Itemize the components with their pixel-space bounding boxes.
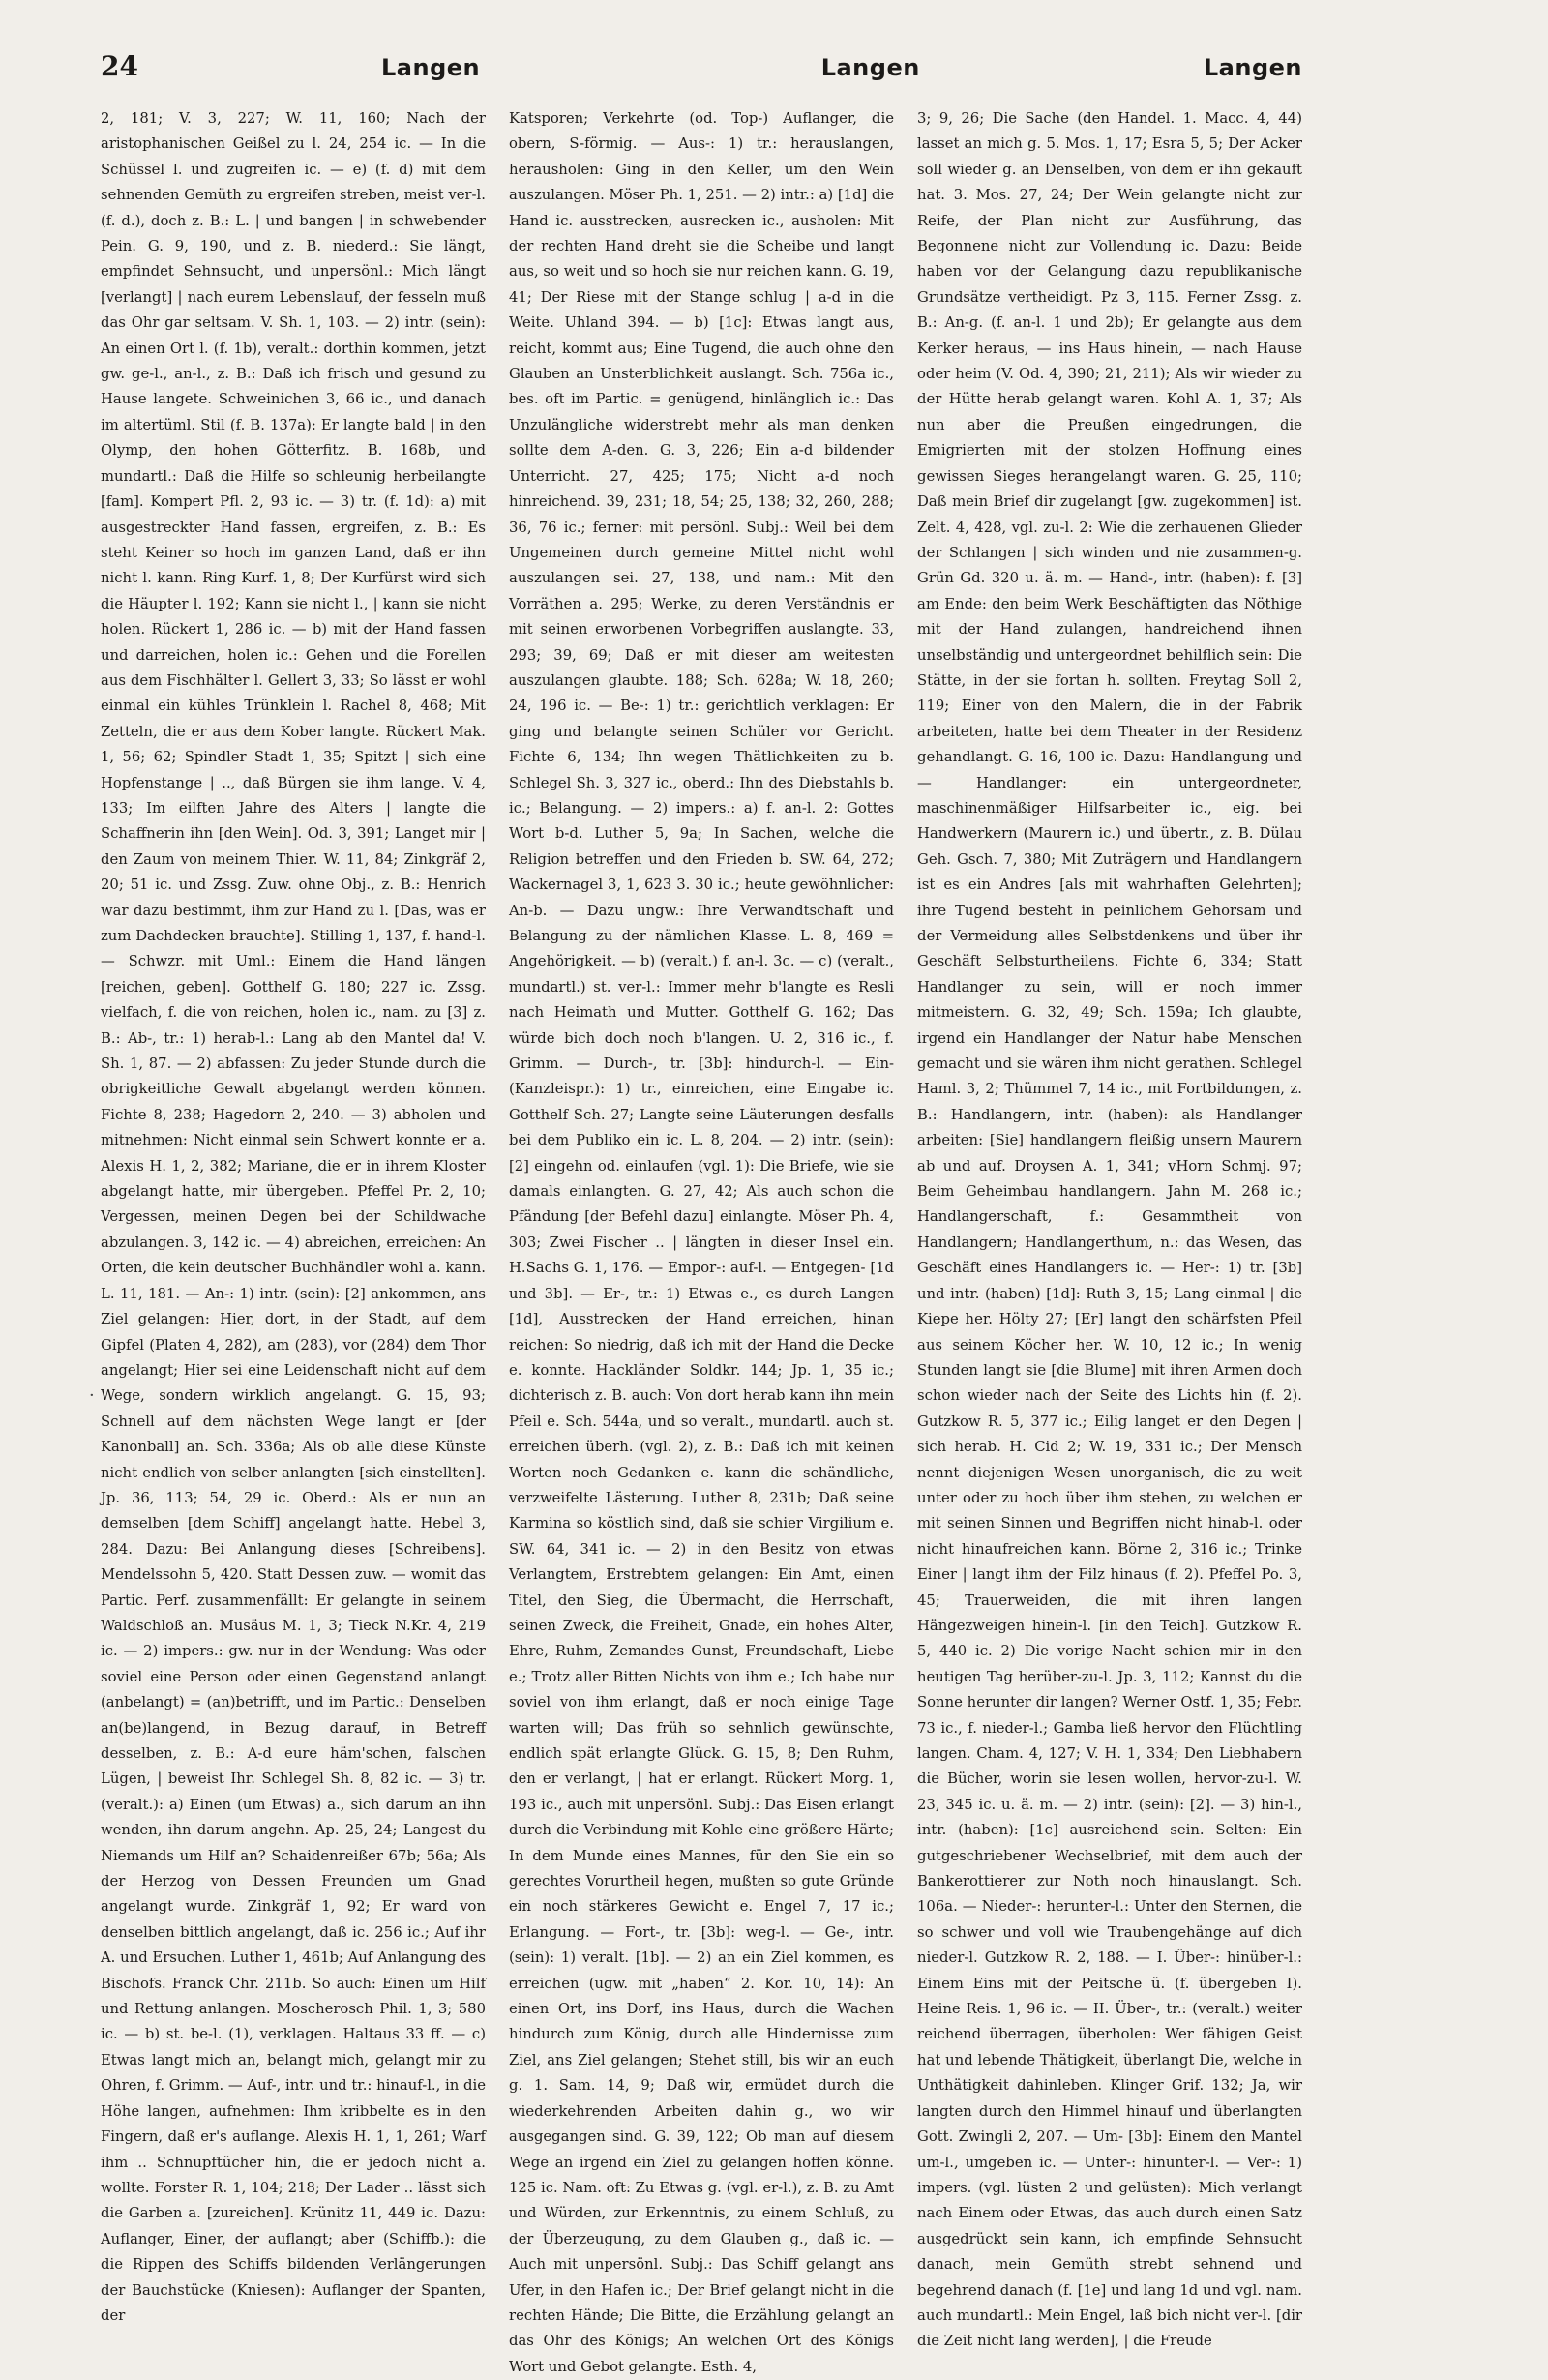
column-right-text: 3; 9, 26; Die Sache (den Handel. 1. Macc. 4, 44) lasset an mich g. 5. Mos. 1, 17; Esra 5, 5; Der Acker soll wieder g. an Denselben, von dem er ihn gekauft hat. 3. Mos. 27, 24; Der Wein gelangte nicht zur Reife, der Plan nicht zur Ausführung, das Begonnene nicht zur Vollendung ic. Dazu: Beide haben vor der Gelangung dazu republikanische Grundsätze vertheidigt. Pz 3, 115. Ferner Zssg. z. B.: An-g. (f. an-l. 1 und 2b); Er gelangte aus dem Kerker heraus, — ins Haus hinein, — nach Hause oder heim (V. Od. 4, 390; 21, 211); Als wir wieder zu der Hütte herab gelangt waren. Kohl A. 1, 37; Als nun aber die Preußen eingedrungen, die Emigrierten mit der stolzen Hoffnung eines gewissen Sieges herangelangt waren. G. 25, 110; Daß mein Brief dir zugelangt [gw. zugekommen] ist. Zelt. 4, 428, vgl. zu-l. 2: Wie die zerhauenen Glieder der Schlangen | sich winden und nie zusammen-g. Grün Gd. 320 u. ä. m. — Hand-, intr. (haben): f. [3] am Ende: den beim Werk Beschäftigten das Nöthige mit der Hand zulangen, handreichend ihnen unselbständig und untergeordnet behilflich sein: Die Stätte, in der sie fortan h. sollten. Freytag Soll 2, 119; Einer von den Malern, die in der Fabrik arbeiteten, hatte bei dem Theater in der Residenz gehandlangt. G. 16, 100 ic. Dazu: Handlangung und — Handlanger: ein untergeordneter, maschinenmäßiger Hilfsarbeiter ic., eig. bei Handwerkern (Maurern ic.) und übertr., z. B. Dülau Geh. Gsch. 7, 380; Mit Zuträgern und Handlangern ist es ein Andres [als mit wahrhaften Gelehrten]; ihre Tugend besteht in peinlichem Gehorsam und der Vermeidung alles Selbstdenkens und über ihr Geschäft Selbsturtheilens. Fichte 6, 334; Statt Handlanger zu sein, will er noch immer mitmeistern. G. 32, 49; Sch. 159a; Ich glaubte, irgend ein Handlanger der Natur habe Menschen gemacht und sie wären ihm nicht gerathen. Schlegel Haml. 3, 2; Thümmel 7, 14 ic., mit Fortbildungen, z. B.: Handlangern, intr. (haben): als Handlanger arbeiten: [Sie] handlangern fleißig unsern Maurern ab und auf. Droysen A. 1, 341; vHorn Schmj. 97; Beim Geheimbau handlangern. Jahn M. 268 ic.; Handlangerschaft, f.: Gesammtheit von Handlangern; Handlangerthum, n.: das Wesen, das Geschäft eines Handlangers ic. — Her-: 1) tr. [3b] und intr. (haben) [1d]: Ruth 3, 15; Lang einmal | die Kiepe her. Hölty 27; [Er] langt den schärfsten Pfeil aus seinem Köcher her. W. 10, 12 ic.; In wenig Stunden langt sie [die Blume] mit ihren Armen doch schon wieder nach der Seite des Lichts hin (f. 2). Gutzkow R. 5, 377 ic.; Eilig langet er den Degen | sich herab. H. Cid 2; W. 19, 331 ic.; Der Mensch nennt diejenigen Wesen unorganisch, die zu weit unter oder zu hoch über ihm stehen, zu welchen er mit seinen Sinnen und Begriffen nicht hinab-l. oder nicht hinaufreichen kann. Börne 2, 316 ic.; Trinke Einer | langt ihm der Filz hinaus (f. 2). Pfeffel Po. 3, 45; Trauerweiden, die mit ihren langen Hängezweigen hinein-l. [in den Teich]. Gutzkow R. 5, 440 ic. 2) Die vorige Nacht schien mir in den heutigen Tag herüber-zu-l. Jp. 3, 112; Kannst du die Sonne herunter dir langen? Werner Ostf. 1, 35; Febr. 73 ic., f. nieder-l.; Gamba ließ hervor den Flüchtling langen. Cham. 4, 127; V. H. 1, 334; Den Liebhabern die Bücher, worin sie lesen wollen, hervor-zu-l. W. 23, 345 ic. u. ä. m. — 2) intr. (sein): [2]. — 3) hin-l., intr. (haben): [1c] ausreichend sein. Selten: Ein gutgeschriebener Wechselbrief, mit dem auch der Bankerottierer zur Noth noch hinauslangt. Sch. 106a. — Nieder-: herunter-l.: Unter den Sternen, die so schwer und voll wie Traubengehänge auf dich nieder-l. Gutzkow R. 2, 188. — I. Über-: hinüber-l.: Einem Eins mit der Peitsche ü. (f. übergeben I). Heine Reis. 1, 96 ic. — II. Über-, tr.: (veralt.) weiter reichend überragen, überholen: Wer fähigen Geist hat und lebende Thätigkeit, überlangt Die, welche in Unthätigkeit dahinleben. Klinger Grif. 132; Ja, wir langten durch den Himmel hinauf und überlangten Gott. Zwingli 2, 207. — Um- [3b]: Einem den Mantel um-l., umgeben ic. — Unter-: hinunter-l. — Ver-: 1) impers. (vgl. lüsten 2 und gelüsten): Mich verlangt nach Einem oder Etwas, das auch durch einen Satz ausgedrückt sein kann, ich empfinde Sehnsucht danach, mein Gemüth strebt sehnend und begehrend danach (f. [1e] und lang 1d und vgl. nam. auch mundartl.: Mein Engel, laß bich nicht ver-l. [dir die Zeit nicht lang werden], | die Freude	[917, 110, 1302, 2350]
page-header	[101, 50, 1302, 93]
margin-dot-mark: ·	[89, 1385, 95, 1406]
column-right	[917, 106, 1302, 2350]
column-left	[101, 106, 487, 2324]
column-middle	[509, 106, 894, 2375]
running-headword-center: Langen	[820, 54, 920, 81]
running-headword-right: Langen	[1203, 54, 1302, 81]
column-middle-text: Katsporen; Verkehrte (od. Top-) Auflanger, die obern, S-förmig. — Aus-: 1) tr.: herauslangen, herausholen: Ging in den Keller, um den Wein auszulangen. Möser Ph. 1, 251. — 2) intr.: a) [1d] die Hand ic. ausstrecken, ausrecken ic., ausholen: Mit der rechten Hand dreht sie die Scheibe und langt aus, so weit und so hoch sie nur reichen kann. G. 19, 41; Der Riese mit der Stange schlug | a-d in die Weite. Uhland 394. — b) [1c]: Etwas langt aus, reicht, kommt aus; Eine Tugend, die auch ohne den Glauben an Unsterblichkeit auslangt. Sch. 756a ic., bes. oft im Partic. = genügend, hinlänglich ic.: Das Unzulängliche widerstrebt mehr als man denken sollte dem A-den. G. 3, 226; Ein a-d bildender Unterricht. 27, 425; 175; Nicht a-d noch hinreichend. 39, 231; 18, 54; 25, 138; 32, 260, 288; 36, 76 ic.; ferner: mit persönl. Subj.: Weil bei dem Ungemeinen durch gemeine Mittel nicht wohl auszulangen sei. 27, 138, und nam.: Mit den Vorräthen a. 295; Werke, zu deren Verständnis er mit seinen erworbenen Vorbegriffen auslangte. 33, 293; 39, 69; Daß er mit dieser am weitesten auszulangen glaubte. 188; Sch. 628a; W. 18, 260; 24, 196 ic. — Be-: 1) tr.: gerichtlich verklagen: Er ging und belangte seinen Schüler vor Gericht. Fichte 6, 134; Ihn wegen Thätlichkeiten zu b. Schlegel Sh. 3, 327 ic., oberd.: Ihn des Diebstahls b. ic.; Belangung. — 2) impers.: a) f. an-l. 2: Gottes Wort b-d. Luther 5, 9a; In Sachen, welche die Religion betreffen und den Frieden b. SW. 64, 272; Wackernagel 3, 1, 623 3. 30 ic.; heute gewöhnlicher: An-b. — Dazu ungw.: Ihre Verwandtschaft und Belangung zu der nämlichen Klasse. L. 8, 469 = Angehörigkeit. — b) (veralt.) f. an-l. 3c. — c) (veralt., mundartl.) st. ver-l.: Immer mehr b'langte es Resli nach Heimath und Mutter. Gotthelf G. 162; Das würde bich doch noch b'langen. U. 2, 316 ic., f. Grimm. — Durch-, tr. [3b]: hindurch-l. — Ein- (Kanzleispr.): 1) tr., einreichen, eine Eingabe ic. Gotthelf Sch. 27; Langte seine Läuterungen desfalls bei dem Publiko ein ic. L. 8, 204. — 2) intr. (sein): [2] eingehn od. einlaufen (vgl. 1): Die Briefe, wie sie damals einlangten. G. 27, 42; Als auch schon die Pfändung [der Befehl dazu] einlangte. Möser Ph. 4, 303; Zwei Fischer .. | längten in dieser Insel ein. H.Sachs G. 1, 176. — Empor-: auf-l. — Entgegen- [1d und 3b]. — Er-, tr.: 1) Etwas e., es durch Langen [1d], Ausstrecken der Hand erreichen, hinan reichen: So niedrig, daß ich mit der Hand die Decke e. konnte. Hackländer Soldkr. 144; Jp. 1, 35 ic.; dichterisch z. B. auch: Von dort herab kann ihn mein Pfeil e. Sch. 544a, und so veralt., mundartl. auch st. erreichen überh. (vgl. 2), z. B.: Daß ich mit keinen Worten noch Gedanken e. kann die schändliche, verzweifelte Lästerung. Luther 8, 231b; Daß seine Karmina so köstlich sind, daß sie schier Virgilium e. SW. 64, 341 ic. — 2) in den Besitz von etwas Verlangtem, Erstrebtem gelangen: Ein Amt, einen Titel, den Sieg, die Übermacht, die Herrschaft, seinen Zweck, die Freiheit, Gnade, ein hohes Alter, Ehre, Ruhm, Zemandes Gunst, Freundschaft, Liebe e.; Trotz aller Bitten Nichts von ihm e.; Ich habe nur soviel von ihm erlangt, daß er noch einige Tage warten will; Das früh so sehnlich gewünschte, endlich spät erlangte Glück. G. 15, 8; Den Ruhm, den er verlangt, | hat er erlangt. Rückert Morg. 1, 193 ic., auch mit unpersönl. Subj.: Das Eisen erlangt durch die Verbindung mit Kohle eine größere Härte; In dem Munde eines Mannes, für den Sie ein so gerechtes Vorurtheil hegen, mußten so gute Gründe ein noch stärkeres Gewicht e. Engel 7, 17 ic.; Erlangung. — Fort-, tr. [3b]: weg-l. — Ge-, intr. (sein): 1) veralt. [1b]. — 2) an ein Ziel kommen, es erreichen (ugw. mit „haben“ 2. Kor. 10, 14): An einen Ort, ins Dorf, ins Haus, durch die Wachen hindurch zum König, durch alle Hindernisse zum Ziel, ans Ziel gelangen; Stehet still, bis wir an euch g. 1. Sam. 14, 9; Daß wir, ermüdet durch die wiederkehrenden Arbeiten dahin g., wo wir ausgegangen sind. G. 39, 122; Ob man auf diesem Wege an irgend ein Ziel zu gelangen hoffen könne. 125 ic. Nam. oft: Zu Etwas g. (vgl. er-l.), z. B. zu Amt und Würden, zur Erkenntnis, zu einem Schluß, zu der Überzeugung, zu dem Glauben g., daß ic. — Auch mit unpersönl. Subj.: Das Schiff gelangt ans Ufer, in den Hafen ic.; Der Brief gelangt nicht in die rechten Hände; Die Bitte, die Erzählung gelangt an das Ohr des Königs; An welchen Ort des Königs Wort und Gebot gelangte. Esth. 4,	[509, 110, 894, 2375]
text-columns	[101, 106, 1302, 2375]
running-headword-left: Langen	[381, 54, 481, 81]
page-number: 24	[101, 50, 138, 82]
column-left-text: 2, 181; V. 3, 227; W. 11, 160; Nach der aristophanischen Geißel zu l. 24, 254 ic. — In die Schüssel l. und zugreifen ic. — e) (f. d) mit dem sehnenden Gemüth zu ergreifen streben, meist ver-l. (f. d.), doch z. B.: L. | und bangen | in schwebender Pein. G. 9, 190, und z. B. niederd.: Sie längt, empfindet Sehnsucht, und unpersönl.: Mich längt [verlangt] | nach eurem Lebenslauf, der fesseln muß das Ohr gar seltsam. V. Sh. 1, 103. — 2) intr. (sein): An einen Ort l. (f. 1b), veralt.: dorthin kommen, jetzt gw. ge-l., an-l., z. B.: Daß ich frisch und gesund zu Hause langete. Schweinichen 3, 66 ic., und danach im altertüml. Stil (f. B. 137a): Er langte bald | in den Olymp, den hohen Götterfitz. B. 168b, und mundartl.: Daß die Hilfe so schleunig herbeilangte [fam]. Kompert Pfl. 2, 93 ic. — 3) tr. (f. 1d): a) mit ausgestreckter Hand fassen, ergreifen, z. B.: Es steht Keiner so hoch im ganzen Land, daß er ihn nicht l. kann. Ring Kurf. 1, 8; Der Kurfürst wird sich die Häupter l. 192; Kann sie nicht l., | kann sie nicht holen. Rückert 1, 286 ic. — b) mit der Hand fassen und darreichen, holen ic.: Gehen und die Forellen aus dem Fischhälter l. Gellert 3, 33; So lässt er wohl einmal ein kühles Trünklein l. Rachel 8, 468; Mit Zetteln, die er aus dem Kober langte. Rückert Mak. 1, 56; 62; Spindler Stadt 1, 35; Spitzt | sich eine Hopfenstange | .., daß Bürgen sie ihm lange. V. 4, 133; Im eilften Jahre des Alters | langte die Schaffnerin ihn [den Wein]. Od. 3, 391; Langet mir | den Zaum von meinem Thier. W. 11, 84; Zinkgräf 2, 20; 51 ic. und Zssg. Zuw. ohne Obj., z. B.: Henrich war dazu bestimmt, ihm zur Hand zu l. [Das, was er zum Dachdecken brauchte]. Stilling 1, 137, f. hand-l. — Schwzr. mit Uml.: Einem die Hand längen [reichen, geben]. Gotthelf G. 180; 227 ic. Zssg. vielfach, f. die von reichen, holen ic., nam. zu [3] z. B.: Ab-, tr.: 1) herab-l.: Lang ab den Mantel da! V. Sh. 1, 87. — 2) abfassen: Zu jeder Stunde durch die obrigkeitliche Gewalt abgelangt werden können. Fichte 8, 238; Hagedorn 2, 240. — 3) abholen und mitnehmen: Nicht einmal sein Schwert konnte er a. Alexis H. 1, 2, 382; Mariane, die er in ihrem Kloster abgelangt hatte, mir übergeben. Pfeffel Pr. 2, 10; Vergessen, meinen Degen bei der Schildwache abzulangen. 3, 142 ic. — 4) abreichen, erreichen: An Orten, die kein deutscher Buchhändler wohl a. kann. L. 11, 181. — An-: 1) intr. (sein): [2] ankommen, ans Ziel gelangen: Hier, dort, in der Stadt, auf dem Gipfel (Platen 4, 282), am (283), vor (284) dem Thor angelangt; Hier sei eine Leidenschaft nicht auf dem Wege, sondern wirklich angelangt. G. 15, 93; Schnell auf dem nächsten Wege langt er [der Kanonball] an. Sch. 336a; Als ob alle diese Künste nicht endlich von selber anlangten [sich einstellten]. Jp. 36, 113; 54, 29 ic. Oberd.: Als er nun an demselben [dem Schiff] angelangt hatte. Hebel 3, 284. Dazu: Bei Anlangung dieses [Schreibens]. Mendelssohn 5, 420. Statt Dessen zuw. — womit das Partic. Perf. zusammenfällt: Er gelangte in seinem Waldschloß an. Musäus M. 1, 3; Tieck N.Kr. 4, 219 ic. — 2) impers.: gw. nur in der Wendung: Was oder soviel eine Person oder einen Gegenstand anlangt (anbelangt) = (an)betrifft, und im Partic.: Denselben an(be)langend, in Bezug darauf, in Betreff desselben, z. B.: A-d eure häm'schen, falschen Lügen, | beweist Ihr. Schlegel Sh. 8, 82 ic. — 3) tr. (veralt.): a) Einen (um Etwas) a., sich darum an ihn wenden, ihn darum angehn. Ap. 25, 24; Langest du Niemands um Hilf an? Schaidenreißer 67b; 56a; Als der Herzog von Dessen Freunden um Gnad angelangt wurde. Zinkgräf 1, 92; Er ward von denselben bittlich angelangt, daß ic. 256 ic.; Auf ihr A. und Ersuchen. Luther 1, 461b; Auf Anlangung des Bischofs. Franck Chr. 211b. So auch: Einen um Hilf und Rettung anlangen. Moscherosch Phil. 1, 3; 580 ic. — b) st. be-l. (1), verklagen. Haltaus 33 ff. — c) Etwas langt mich an, belangt mich, gelangt mir zu Ohren, f. Grimm. — Auf-, intr. und tr.: hinauf-l., in die Höhe langen, aufnehmen: Ihm kribbelte es in den Fingern, daß er's auflange. Alexis H. 1, 1, 261; Warf ihm .. Schnupftücher hin, die er jedoch nicht a. wollte. Forster R. 1, 104; 218; Der Lader .. lässt sich die Garben a. [zureichen]. Krünitz 11, 449 ic. Dazu: Auflanger, Einer, der auflangt; aber (Schiffb.): die die Rippen des Schiffs bildenden Verlängerungen der Bauchstücke (Kniesen): Auflanger der Spanten, der	[101, 110, 487, 2324]
